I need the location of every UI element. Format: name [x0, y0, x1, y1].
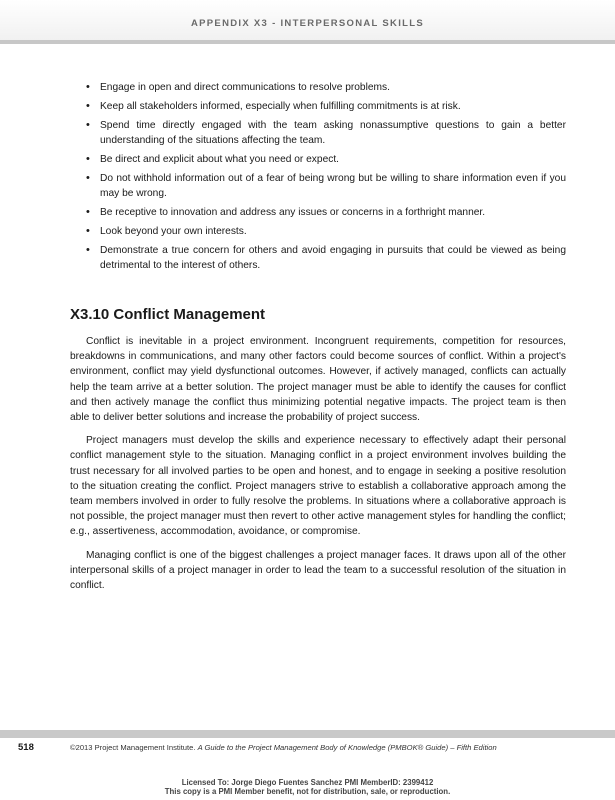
page-number: 518 [18, 742, 34, 753]
book-title: A Guide to the Project Management Body of Knowledge (PMBOK® Guide) – Fifth Edition [197, 743, 497, 752]
list-item [84, 171, 566, 201]
list-item-text: Spend time directly engaged with the team asking nonassumptive questions to gain a better understanding of the situations affecting the team. [100, 120, 566, 146]
bullet-icon: • [86, 244, 90, 256]
list-item [84, 118, 566, 148]
list-item-text: Engage in open and direct communications to resolve problems. [100, 82, 390, 93]
paragraph: Managing conflict is one of the biggest challenges a project manager faces. It draws upon all of the other interpersonal skills of a project manager in order to lead the team to a successful resolution of the situation in conflict. [70, 549, 566, 592]
footer-citation [70, 743, 600, 752]
license-line-2: This copy is a PMI Member benefit, not for distribution, sale, or reproduction. [164, 787, 451, 796]
paragraph: Conflict is inevitable in a project environment. Incongruent requirements, competition for resources, breakdowns in communications, and many other factors could become sources of conflict. Within a project's environment, conflict may yield dysfunctional outcomes. However, if actively managed, conflicts can actually help the team arrive at a better solution. The project manager must be able to identify the causes for conflict and then actively manage the conflict thus minimizing potential negative impacts. The project team is then able to deliver better solutions and increase the probability of project success. [70, 336, 566, 424]
bullet-icon: • [86, 119, 90, 131]
bullet-list [84, 80, 566, 277]
bullet-icon: • [86, 153, 90, 165]
list-item-text: Keep all stakeholders informed, especially when fulfilling commitments is at risk. [100, 101, 461, 112]
list-item [84, 243, 566, 273]
bullet-icon: • [86, 172, 90, 184]
list-item-text: Do not withhold information out of a fear of being wrong but be willing to share information even if you may be wrong. [100, 173, 566, 199]
license-line-1: Licensed To: Jorge Diego Fuentes Sanchez PMI MemberID: 2399412 [181, 778, 434, 787]
list-item-text: Demonstrate a true concern for others and avoid engaging in pursuits that could be viewed as being detrimental to the interest of others. [100, 245, 566, 271]
header-title: APPENDIX X3 - INTERPERSONAL SKILLS [191, 18, 424, 29]
list-item [84, 224, 566, 239]
list-item [84, 99, 566, 114]
list-item [84, 205, 566, 220]
paragraph: Project managers must develop the skills and experience necessary to effectively adapt their personal conflict management style to the situation. Managing conflict in a project environment involves building the trust necessary for all involved parties to be open and honest, and to engage in seeking a positive resolution to the situation creating the conflict. Project managers strive to establish a collaborative approach among the team members involved in order to fully resolve the problems. In situations where a collaborative approach is not possible, the project manager must then revert to other active management styles for handling the conflict; e.g., assertiveness, accommodation, avoidance, or compromise. [70, 435, 566, 538]
section-body [70, 334, 566, 601]
bullet-icon: • [86, 206, 90, 218]
copyright-text: ©2013 Project Management Institute. [70, 743, 198, 752]
list-item-text: Be direct and explicit about what you need or expect. [100, 154, 339, 165]
bullet-icon: • [86, 100, 90, 112]
list-item-text: Be receptive to innovation and address any issues or concerns in a forthright manner. [100, 207, 486, 218]
bullet-icon: • [86, 81, 90, 93]
bullet-icon: • [86, 225, 90, 237]
section-heading: X3.10 Conflict Management [70, 306, 266, 323]
footer-rule [0, 730, 615, 738]
list-item [84, 152, 566, 167]
header-rule [0, 40, 615, 44]
list-item-text: Look beyond your own interests. [100, 226, 247, 237]
list-item [84, 80, 566, 95]
